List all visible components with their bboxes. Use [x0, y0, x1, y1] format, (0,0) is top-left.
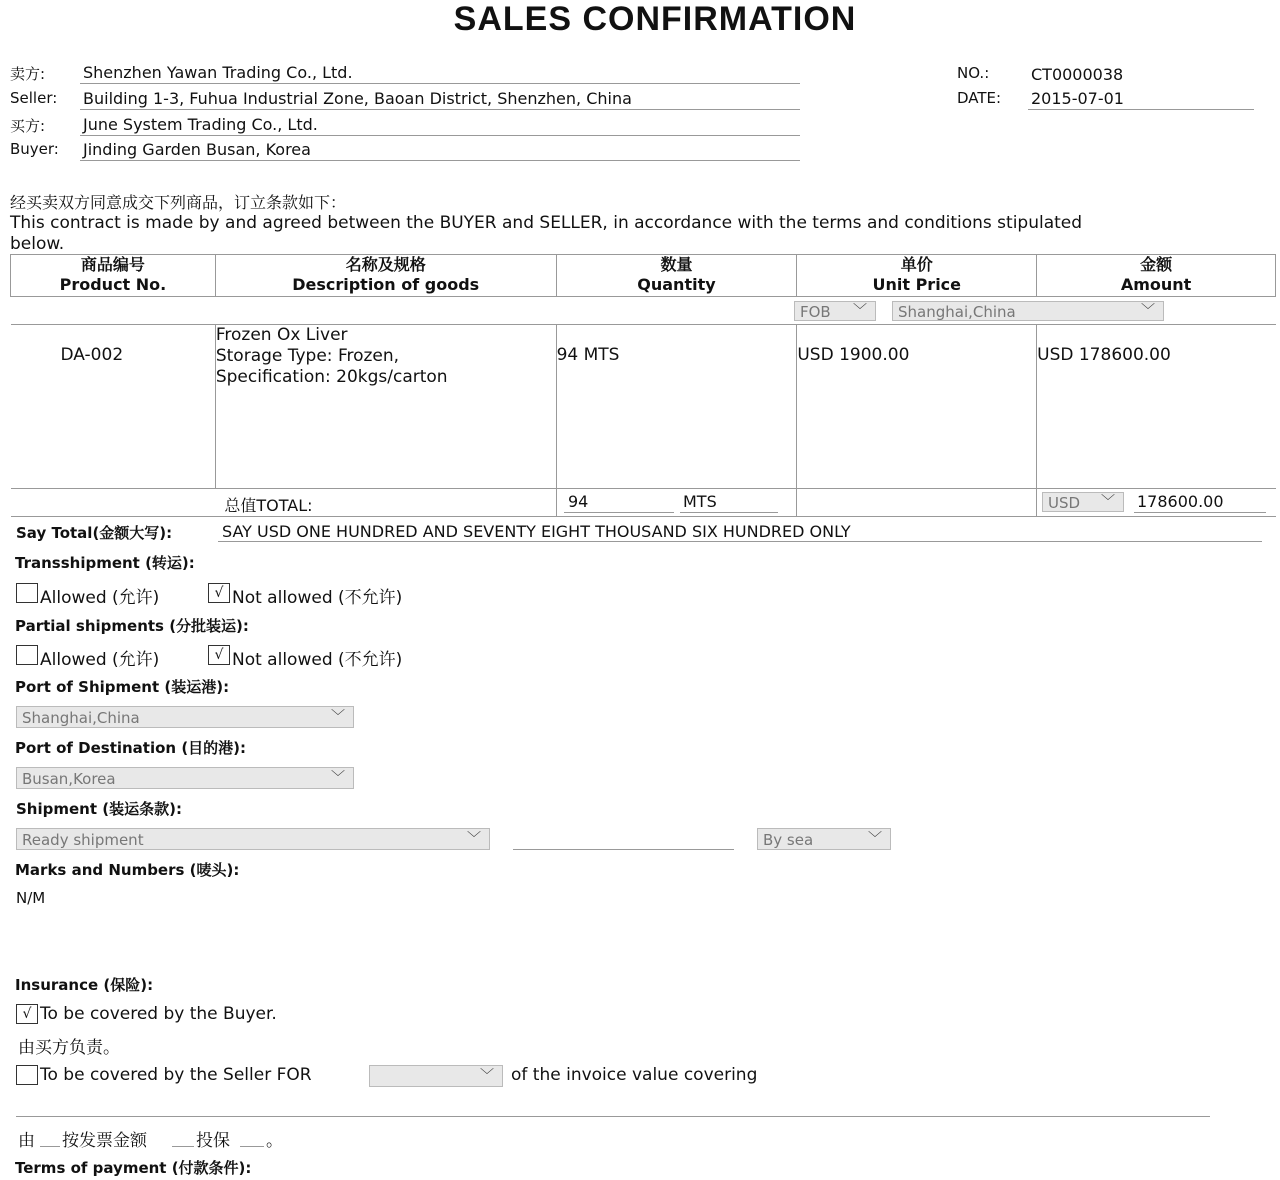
insurance-cn-2: 按发票金额 [62, 1131, 147, 1151]
header-amount: 金额 Amount [1037, 255, 1276, 297]
seller-cn-label: 卖方: [10, 65, 46, 83]
port-destination-select[interactable]: Busan,Korea ﹀ [16, 767, 354, 789]
total-unit-input[interactable]: MTS [683, 492, 717, 511]
insurance-buyer-cn: 由买方负责。 [18, 1038, 120, 1058]
header-product-no: 商品编号 Product No. [11, 255, 216, 297]
quantity-value: 94 MTS [556, 345, 620, 365]
total-currency-select[interactable]: USD ﹀ [1042, 492, 1124, 512]
port-destination-label: Port of Destination (目的港): [15, 739, 247, 757]
insurance-cn-blank-1[interactable] [40, 1146, 60, 1147]
insurance-seller-checkbox[interactable] [16, 1065, 38, 1085]
contract-date-value: 2015-07-01 [1031, 89, 1124, 108]
total-label: 总值TOTAL: [224, 496, 313, 515]
table-row [11, 325, 1276, 489]
buyer-cn-label: 买方: [10, 117, 46, 135]
buyer-en-label: Buyer: [10, 140, 59, 158]
chevron-down-icon: ﹀ [1141, 303, 1155, 319]
insurance-seller-label: To be covered by the Seller FOR [40, 1065, 312, 1085]
header-description: 名称及规格 Description of goods [215, 255, 556, 297]
shipment-date-input[interactable] [513, 849, 734, 850]
contract-date-label: DATE: [957, 89, 1002, 107]
chevron-down-icon: ﹀ [467, 831, 481, 847]
insurance-cn-3: 投保 [196, 1131, 230, 1151]
insurance-percentage-select[interactable] [369, 1065, 503, 1087]
desc-line-1: Frozen Ox Liver [215, 325, 348, 345]
product-no: DA-002 [60, 345, 124, 365]
insurance-buyer-checkbox[interactable] [16, 1004, 38, 1024]
page-title: SALES CONFIRMATION [453, 0, 857, 38]
intro-en-line1: This contract is made by and agreed between the BUYER and SELLER, in accordance with the terms and conditions stipulated [10, 213, 1083, 233]
total-amount-input[interactable]: 178600.00 [1137, 492, 1224, 511]
amount-value: USD 178600.00 [1037, 345, 1171, 365]
goods-table [10, 254, 1276, 517]
desc-line-3: Specification: 20kgs/carton [215, 367, 448, 387]
marks-label: Marks and Numbers (唛头): [15, 861, 240, 879]
trade-term-select[interactable]: FOB ﹀ [794, 301, 876, 321]
transshipment-allowed-label: Allowed (允许) [40, 588, 160, 608]
intro-en-line2: below. [10, 234, 65, 254]
table-header-row [11, 255, 1276, 297]
chevron-down-icon: ﹀ [868, 831, 882, 847]
buyer-name: June System Trading Co., Ltd. [83, 115, 318, 134]
insurance-cn-4: 。 [266, 1131, 283, 1151]
partial-shipments-label: Partial shipments (分批装运): [15, 617, 249, 635]
say-total-label: Say Total(金额大写): [16, 524, 173, 542]
insurance-buyer-label: To be covered by the Buyer. [40, 1004, 277, 1024]
insurance-coverage-input[interactable] [16, 1116, 1210, 1117]
port-shipment-select[interactable]: Shanghai,China ﹀ [16, 706, 354, 728]
partial-not-allowed-checkbox[interactable] [208, 645, 230, 665]
transshipment-allowed-checkbox[interactable] [16, 583, 38, 603]
check-icon: √ [214, 585, 224, 601]
shipment-label: Shipment (装运条款): [16, 800, 182, 818]
shipment-select[interactable]: Ready shipment ﹀ [16, 828, 490, 850]
insurance-seller-suffix: of the invoice value covering [511, 1065, 758, 1085]
partial-allowed-label: Allowed (允许) [40, 650, 160, 670]
contract-no-value: CT0000038 [1031, 65, 1124, 84]
seller-address: Building 1-3, Fuhua Industrial Zone, Baoan District, Shenzhen, China [83, 89, 632, 108]
buyer-address: Jinding Garden Busan, Korea [83, 140, 311, 159]
intro-cn: 经买卖双方同意成交下列商品，订立条款如下： [10, 193, 347, 212]
insurance-cn-1: 由 [18, 1131, 35, 1151]
port-shipment-label: Port of Shipment (装运港): [15, 678, 230, 696]
payment-label: Terms of payment (付款条件): [15, 1159, 252, 1177]
chevron-down-icon: ﹀ [331, 709, 345, 725]
shipment-mode-select[interactable]: By sea ﹀ [757, 828, 891, 850]
chevron-down-icon: ﹀ [1101, 494, 1115, 510]
seller-name: Shenzhen Yawan Trading Co., Ltd. [83, 63, 353, 82]
transshipment-label: Transshipment (转运): [15, 554, 195, 572]
unit-price-value: USD 1900.00 [797, 345, 910, 365]
header-unit-price: 单价 Unit Price [797, 255, 1037, 297]
insurance-cn-blank-2[interactable] [172, 1146, 194, 1147]
check-icon: √ [214, 647, 224, 663]
total-qty-input[interactable]: 94 [568, 492, 589, 511]
chevron-down-icon: ﹀ [331, 770, 345, 786]
contract-no-label: NO.: [957, 64, 990, 82]
chevron-down-icon: ﹀ [480, 1068, 494, 1084]
insurance-label: Insurance (保险): [15, 976, 154, 994]
partial-allowed-checkbox[interactable] [16, 645, 38, 665]
say-total-value[interactable]: SAY USD ONE HUNDRED AND SEVENTY EIGHT THOUSAND SIX HUNDRED ONLY [222, 522, 851, 541]
header-quantity: 数量 Quantity [556, 255, 797, 297]
desc-line-2: Storage Type: Frozen, [215, 346, 400, 366]
seller-en-label: Seller: [10, 89, 58, 107]
check-icon: √ [22, 1006, 32, 1022]
partial-not-allowed-label: Not allowed (不允许) [232, 650, 403, 670]
chevron-down-icon: ﹀ [853, 303, 867, 319]
marks-value[interactable]: N/M [16, 889, 46, 907]
trade-port-select[interactable]: Shanghai,China ﹀ [892, 301, 1164, 321]
transshipment-not-allowed-checkbox[interactable] [208, 583, 230, 603]
transshipment-not-allowed-label: Not allowed (不允许) [232, 588, 403, 608]
insurance-cn-blank-3[interactable] [240, 1146, 264, 1147]
